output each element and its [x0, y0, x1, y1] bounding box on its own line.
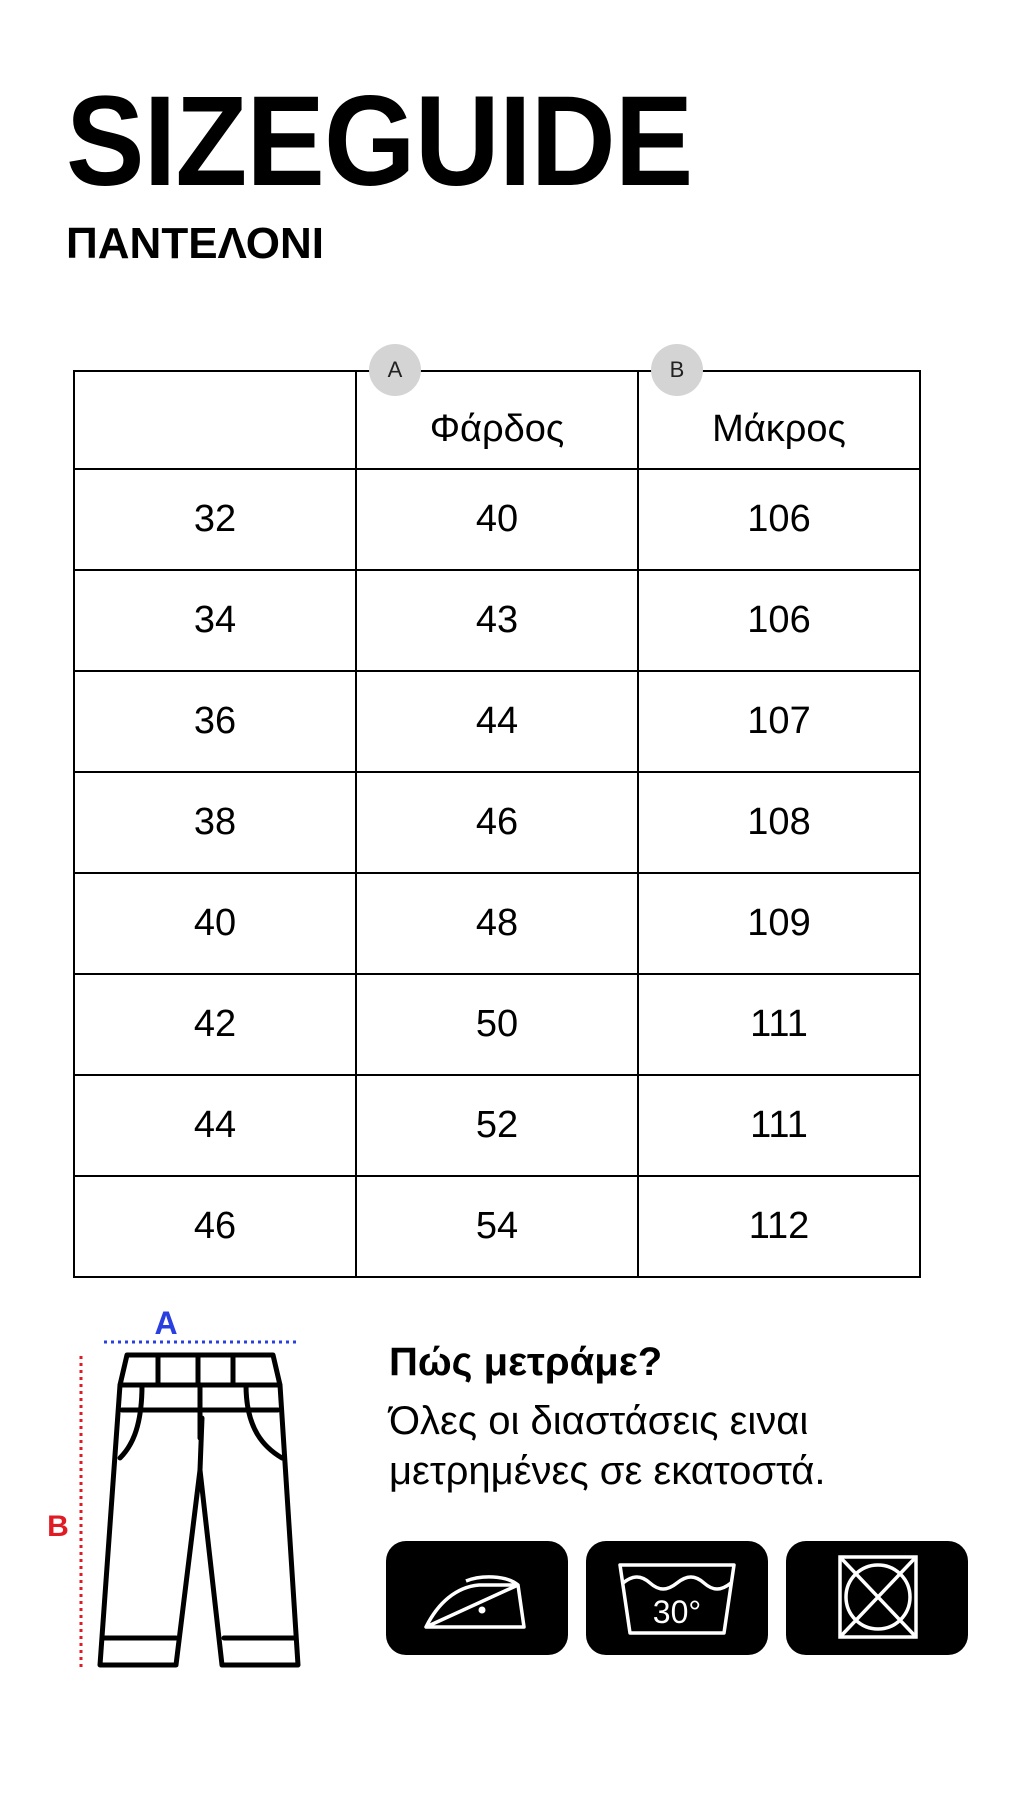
column-badge-a: A — [369, 344, 421, 396]
cell-width: 43 — [356, 570, 638, 671]
how-to-measure-text: Όλες οι διαστάσεις ειναι μετρημένες σε εκατοστά. — [389, 1399, 826, 1493]
cell-length: 111 — [638, 1075, 920, 1176]
how-to-measure-title: Πώς μετράμε? — [389, 1340, 663, 1384]
cell-width: 50 — [356, 974, 638, 1075]
care-tumble-box — [786, 1541, 968, 1655]
column-label-length: Μάκρος — [712, 407, 846, 450]
table-row — [74, 1176, 920, 1277]
cell-size: 34 — [74, 570, 356, 671]
table-row — [74, 974, 920, 1075]
size-table — [73, 357, 921, 1278]
column-badge-b: B — [651, 344, 703, 396]
header-cell-width — [356, 357, 638, 469]
cell-width: 46 — [356, 772, 638, 873]
product-type: ΠΑΝΤΕΛΟΝΙ — [66, 219, 324, 268]
trousers-icon — [100, 1355, 298, 1665]
table-row — [74, 671, 920, 772]
cell-size: 42 — [74, 974, 356, 1075]
header-cell-length — [638, 357, 920, 469]
wash-temperature-label: 30° — [652, 1594, 702, 1630]
cell-width: 54 — [356, 1176, 638, 1277]
table-row — [74, 873, 920, 974]
cell-width: 44 — [356, 671, 638, 772]
page-title: SIZEGUIDE — [66, 70, 693, 213]
cell-length: 106 — [638, 570, 920, 671]
iron-low-heat-icon — [386, 1541, 568, 1655]
table-row — [74, 469, 920, 570]
table-header-row — [74, 371, 920, 469]
diagram-label-b: B — [47, 1510, 69, 1543]
cell-length: 106 — [638, 469, 920, 570]
column-label-width: Φάρδος — [429, 407, 565, 450]
cell-size: 38 — [74, 772, 356, 873]
care-iron-box — [386, 1541, 568, 1655]
cell-size: 32 — [74, 469, 356, 570]
cell-length: 107 — [638, 671, 920, 772]
header-cell-size — [74, 371, 356, 469]
cell-length: 111 — [638, 974, 920, 1075]
cell-size: 36 — [74, 671, 356, 772]
table-row — [74, 772, 920, 873]
table-row — [74, 1075, 920, 1176]
table-row — [74, 570, 920, 671]
trousers-diagram — [30, 1300, 310, 1680]
cell-width: 48 — [356, 873, 638, 974]
cell-size: 46 — [74, 1176, 356, 1277]
cell-length: 112 — [638, 1176, 920, 1277]
cell-width: 52 — [356, 1075, 638, 1176]
diagram-label-a: A — [154, 1305, 178, 1341]
cell-length: 109 — [638, 873, 920, 974]
cell-width: 40 — [356, 469, 638, 570]
cell-size: 40 — [74, 873, 356, 974]
cell-length: 108 — [638, 772, 920, 873]
do-not-tumble-dry-icon — [786, 1541, 968, 1655]
care-wash-box — [586, 1541, 768, 1655]
cell-size: 44 — [74, 1075, 356, 1176]
